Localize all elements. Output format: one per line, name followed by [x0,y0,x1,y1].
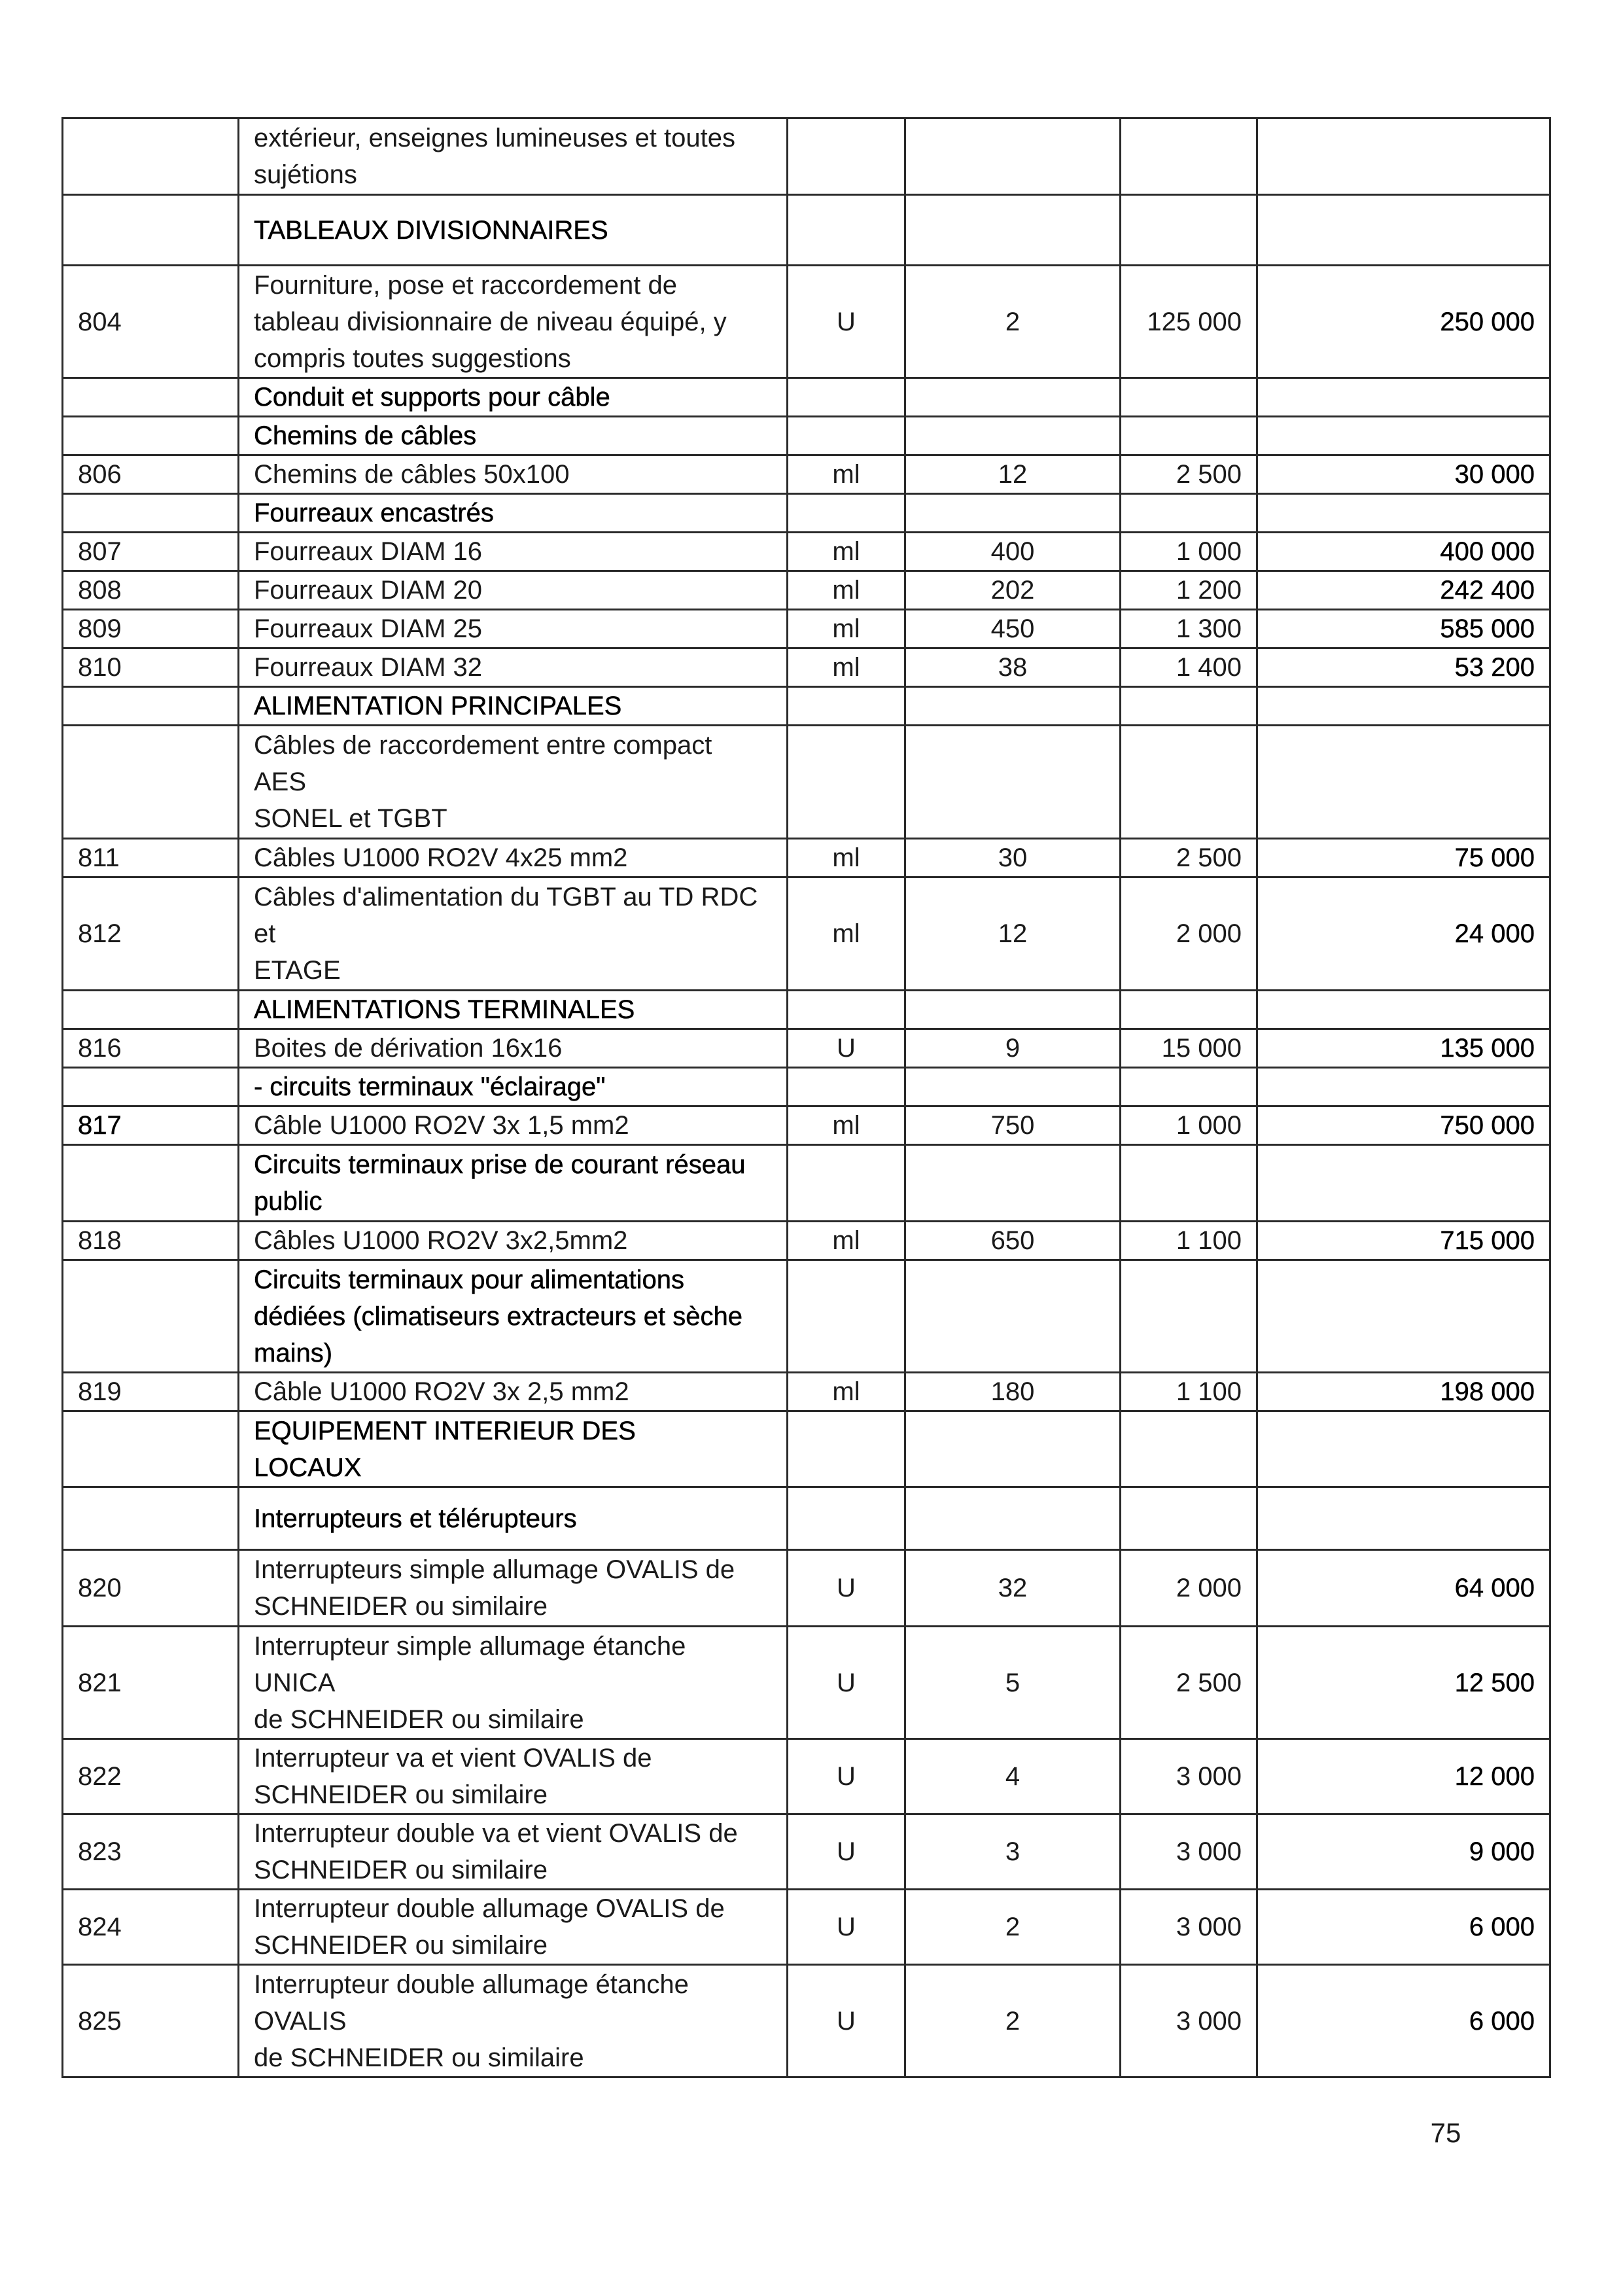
section-header-row [63,494,1550,533]
item-number-cell [63,1260,239,1373]
designation-cell: Boites de dérivation 16x16 [239,1029,788,1068]
quantity-cell [905,1411,1121,1487]
unit-price-cell: 2 500 [1121,455,1257,494]
unit-price-cell: 1 000 [1121,533,1257,571]
quantity-cell [905,378,1121,417]
item-number-cell [63,378,239,417]
total-cell [1257,1260,1550,1373]
table-row [63,1106,1550,1145]
quantity-cell: 450 [905,610,1121,648]
unit-cell: U [788,266,905,378]
designation-cell: EQUIPEMENT INTERIEUR DES LOCAUX [239,1411,788,1487]
unit-cell: ml [788,455,905,494]
table-row [63,1965,1550,2077]
unit-cell: U [788,1890,905,1965]
unit-price-cell: 1 200 [1121,571,1257,610]
total-cell: 6 000 [1257,1965,1550,2077]
unit-cell [788,1411,905,1487]
designation-cell: Câble U1000 RO2V 3x 2,5 mm2 [239,1373,788,1411]
section-header-row [63,687,1550,726]
total-cell [1257,991,1550,1029]
unit-price-cell [1121,1411,1257,1487]
unit-price-cell: 1 000 [1121,1106,1257,1145]
quantity-cell: 400 [905,533,1121,571]
designation-cell: Interrupteur double allumage étanche OVALIS de SCHNEIDER ou similaire [239,1965,788,2077]
item-number-cell: 807 [63,533,239,571]
designation-cell: Chemins de câbles [239,417,788,455]
section-header-row [63,1145,1550,1222]
unit-cell [788,1487,905,1550]
total-cell [1257,1068,1550,1106]
item-number-cell: 811 [63,839,239,877]
total-cell [1257,378,1550,417]
unit-cell [788,687,905,726]
item-number-cell [63,726,239,839]
designation-cell: Interrupteur simple allumage étanche UNICA de SCHNEIDER ou similaire [239,1627,788,1739]
section-header-row [63,378,1550,417]
quantity-cell: 180 [905,1373,1121,1411]
total-cell: 30 000 [1257,455,1550,494]
designation-cell: Interrupteurs simple allumage OVALIS de SCHNEIDER ou similaire [239,1550,788,1627]
table-row [63,1627,1550,1739]
designation-cell: Fourreaux DIAM 16 [239,533,788,571]
unit-cell: ml [788,839,905,877]
designation-cell: Interrupteur double allumage OVALIS de SCHNEIDER ou similaire [239,1890,788,1965]
total-cell [1257,195,1550,266]
quantity-cell: 12 [905,455,1121,494]
unit-price-cell: 125 000 [1121,266,1257,378]
table-row [63,877,1550,991]
quantity-cell: 750 [905,1106,1121,1145]
table-row [63,1222,1550,1260]
total-cell: 585 000 [1257,610,1550,648]
total-cell: 198 000 [1257,1373,1550,1411]
unit-cell: ml [788,1373,905,1411]
section-header-row [63,991,1550,1029]
designation-cell: Fourreaux DIAM 20 [239,571,788,610]
unit-price-cell: 3 000 [1121,1739,1257,1814]
unit-cell [788,726,905,839]
table-row [63,571,1550,610]
table-row [63,266,1550,378]
quantity-cell [905,417,1121,455]
item-number-cell [63,494,239,533]
unit-price-cell: 1 300 [1121,610,1257,648]
quantity-cell: 38 [905,648,1121,687]
designation-cell: ALIMENTATIONS TERMINALES [239,991,788,1029]
total-cell: 12 500 [1257,1627,1550,1739]
total-cell: 24 000 [1257,877,1550,991]
item-number-cell: 820 [63,1550,239,1627]
designation-cell: Câbles de raccordement entre compact AES SONEL et TGBT [239,726,788,839]
quantity-cell [905,1260,1121,1373]
unit-price-cell [1121,1068,1257,1106]
designation-cell: Interrupteurs et télérupteurs [239,1487,788,1550]
unit-price-cell: 2 000 [1121,1550,1257,1627]
unit-cell: U [788,1029,905,1068]
unit-price-cell [1121,1145,1257,1222]
total-cell [1257,417,1550,455]
designation-cell: Circuits terminaux pour alimentations dédiées (climatiseurs extracteurs et sèche mains) [239,1260,788,1373]
table-row [63,118,1550,195]
designation-cell: - circuits terminaux "éclairage" [239,1068,788,1106]
section-header-row [63,1487,1550,1550]
item-number-cell: 810 [63,648,239,687]
unit-cell: ml [788,1106,905,1145]
unit-cell: ml [788,533,905,571]
item-number-cell [63,417,239,455]
table-row [63,1029,1550,1068]
unit-cell [788,1145,905,1222]
item-number-cell: 818 [63,1222,239,1260]
total-cell: 64 000 [1257,1550,1550,1627]
item-number-cell: 806 [63,455,239,494]
unit-price-cell: 1 100 [1121,1222,1257,1260]
table-row [63,1739,1550,1814]
designation-cell: Conduit et supports pour câble [239,378,788,417]
unit-cell [788,378,905,417]
unit-price-cell: 2 500 [1121,1627,1257,1739]
total-cell: 750 000 [1257,1106,1550,1145]
designation-cell: Fourreaux DIAM 25 [239,610,788,648]
unit-price-cell [1121,1487,1257,1550]
unit-price-cell: 2 500 [1121,839,1257,877]
section-header-row [63,417,1550,455]
unit-price-cell [1121,494,1257,533]
total-cell: 715 000 [1257,1222,1550,1260]
quantity-cell [905,1068,1121,1106]
unit-cell: ml [788,571,905,610]
item-number-cell: 817 [63,1106,239,1145]
quantity-cell: 5 [905,1627,1121,1739]
unit-cell: ml [788,1222,905,1260]
total-cell: 242 400 [1257,571,1550,610]
quantity-cell: 2 [905,1965,1121,2077]
designation-cell: Câbles U1000 RO2V 3x2,5mm2 [239,1222,788,1260]
item-number-cell: 804 [63,266,239,378]
quantity-cell [905,687,1121,726]
unit-price-cell [1121,118,1257,195]
unit-cell: ml [788,877,905,991]
unit-cell [788,118,905,195]
designation-cell: Fourreaux encastrés [239,494,788,533]
total-cell [1257,1411,1550,1487]
item-number-cell: 819 [63,1373,239,1411]
item-number-cell: 816 [63,1029,239,1068]
total-cell: 6 000 [1257,1890,1550,1965]
unit-cell: ml [788,610,905,648]
quantity-cell: 4 [905,1739,1121,1814]
unit-price-cell: 15 000 [1121,1029,1257,1068]
designation-cell: ALIMENTATION PRINCIPALES [239,687,788,726]
table-row [63,839,1550,877]
item-number-cell: 824 [63,1890,239,1965]
designation-cell: Interrupteur va et vient OVALIS de SCHNEIDER ou similaire [239,1739,788,1814]
unit-price-cell: 2 000 [1121,877,1257,991]
designation-cell: Câbles d'alimentation du TGBT au TD RDC et ETAGE [239,877,788,991]
section-header-row [63,1260,1550,1373]
item-number-cell [63,1068,239,1106]
designation-cell: TABLEAUX DIVISIONNAIRES [239,195,788,266]
unit-cell: U [788,1739,905,1814]
quantity-cell [905,195,1121,266]
item-number-cell [63,195,239,266]
unit-price-cell [1121,726,1257,839]
table-row [63,1890,1550,1965]
unit-price-cell: 1 400 [1121,648,1257,687]
table-body [63,118,1550,2077]
designation-cell: Chemins de câbles 50x100 [239,455,788,494]
unit-cell: ml [788,648,905,687]
total-cell: 250 000 [1257,266,1550,378]
item-number-cell [63,1411,239,1487]
table-row [63,726,1550,839]
unit-cell: U [788,1550,905,1627]
quantity-cell [905,991,1121,1029]
unit-price-cell [1121,195,1257,266]
item-number-cell: 823 [63,1814,239,1890]
total-cell [1257,726,1550,839]
designation-cell: Fourreaux DIAM 32 [239,648,788,687]
section-header-row [63,195,1550,266]
total-cell [1257,1487,1550,1550]
unit-price-cell [1121,1260,1257,1373]
unit-price-cell: 1 100 [1121,1373,1257,1411]
section-header-row [63,1068,1550,1106]
quantity-cell: 3 [905,1814,1121,1890]
section-header-row [63,1411,1550,1487]
total-cell [1257,1145,1550,1222]
unit-price-cell [1121,991,1257,1029]
unit-cell [788,417,905,455]
total-cell [1257,494,1550,533]
unit-price-cell: 3 000 [1121,1890,1257,1965]
item-number-cell [63,991,239,1029]
total-cell: 53 200 [1257,648,1550,687]
designation-cell: Câbles U1000 RO2V 4x25 mm2 [239,839,788,877]
unit-cell [788,991,905,1029]
table-row [63,533,1550,571]
item-number-cell: 822 [63,1739,239,1814]
unit-price-cell [1121,687,1257,726]
item-number-cell [63,118,239,195]
unit-cell [788,1068,905,1106]
quantity-cell: 32 [905,1550,1121,1627]
unit-cell: U [788,1814,905,1890]
total-cell: 135 000 [1257,1029,1550,1068]
quantity-cell [905,1145,1121,1222]
designation-cell: Circuits terminaux prise de courant réseau public [239,1145,788,1222]
item-number-cell: 825 [63,1965,239,2077]
total-cell [1257,687,1550,726]
item-number-cell: 821 [63,1627,239,1739]
table-row [63,610,1550,648]
quantity-cell: 30 [905,839,1121,877]
item-number-cell [63,1145,239,1222]
table-row [63,648,1550,687]
total-cell: 400 000 [1257,533,1550,571]
unit-cell: U [788,1965,905,2077]
bill-of-quantities-table [61,117,1551,2078]
quantity-cell [905,1487,1121,1550]
quantity-cell [905,726,1121,839]
unit-cell [788,494,905,533]
unit-price-cell [1121,378,1257,417]
quantity-cell: 650 [905,1222,1121,1260]
unit-price-cell [1121,417,1257,455]
table-row [63,1550,1550,1627]
unit-cell: U [788,1627,905,1739]
designation-cell: extérieur, enseignes lumineuses et toutes sujétions [239,118,788,195]
quantity-cell [905,494,1121,533]
quantity-cell: 12 [905,877,1121,991]
quantity-cell: 9 [905,1029,1121,1068]
designation-cell: Fourniture, pose et raccordement de tableau divisionnaire de niveau équipé, y compris toutes suggestions [239,266,788,378]
table-row [63,1373,1550,1411]
total-cell: 9 000 [1257,1814,1550,1890]
item-number-cell: 808 [63,571,239,610]
table-row [63,455,1550,494]
quantity-cell: 202 [905,571,1121,610]
total-cell: 75 000 [1257,839,1550,877]
item-number-cell [63,687,239,726]
item-number-cell: 809 [63,610,239,648]
total-cell [1257,118,1550,195]
item-number-cell [63,1487,239,1550]
unit-cell [788,1260,905,1373]
item-number-cell: 812 [63,877,239,991]
unit-price-cell: 3 000 [1121,1814,1257,1890]
unit-cell [788,195,905,266]
designation-cell: Câble U1000 RO2V 3x 1,5 mm2 [239,1106,788,1145]
quantity-cell: 2 [905,1890,1121,1965]
designation-cell: Interrupteur double va et vient OVALIS de SCHNEIDER ou similaire [239,1814,788,1890]
table-row [63,1814,1550,1890]
quantity-cell: 2 [905,266,1121,378]
quantity-cell [905,118,1121,195]
page-number: 75 [1430,2117,1461,2148]
total-cell: 12 000 [1257,1739,1550,1814]
unit-price-cell: 3 000 [1121,1965,1257,2077]
